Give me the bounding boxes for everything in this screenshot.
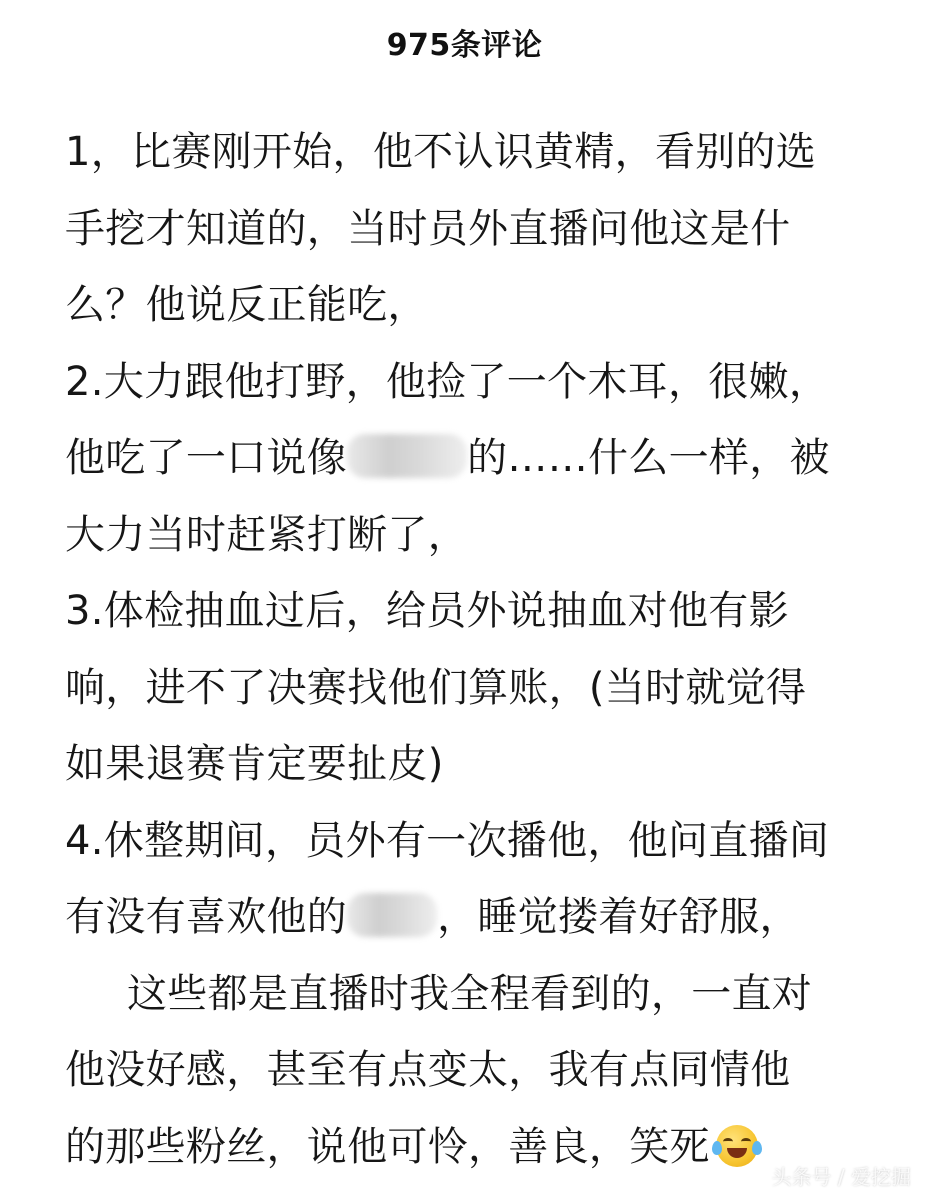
page-title: 975条评论: [386, 28, 543, 63]
comment-line: 如果退赛肯定要扯皮): [65, 741, 444, 787]
redaction-blur: [347, 434, 467, 478]
comment-line-redacted: [65, 420, 915, 497]
comment-line: 3.体检抽血过后，给员外说抽血对他有影: [65, 588, 789, 634]
comment-line: 大力当时赶紧打断了，: [65, 511, 468, 558]
comment-line-segment: 他吃了一口说像: [65, 435, 348, 481]
comment-line: 4.休整期间，员外有一次播他，他问直播间: [65, 817, 830, 864]
comment-line: 响，进不了决赛找他们算账，(当时就觉得: [65, 664, 807, 711]
comment-line: 1，比赛刚开始，他不认识黄精，看别的选: [65, 129, 817, 175]
comment-line-segment: 的……什么一样，被: [467, 435, 830, 481]
laughing-crying-icon: [714, 1121, 760, 1167]
comment-line-indented: [65, 956, 915, 1033]
comment-body: [65, 114, 915, 1185]
comment-line: 么？他说反正能吃，: [65, 282, 428, 328]
watermark: 头条号 / 爱挖掘: [771, 1165, 911, 1189]
comment-line-segment: 这些都是直播时我全程看到的，一直对: [127, 970, 813, 1017]
redaction-blur: [347, 893, 437, 937]
comment-line: 他没好感，甚至有点变太，我有点同情他: [65, 1047, 791, 1093]
comment-line-segment: ，睡觉搂着好舒服，: [437, 894, 800, 940]
comment-line-segment: 有没有喜欢他的: [65, 894, 348, 940]
comment-line-segment: 的那些粉丝，说他可怜，善良，笑死: [65, 1123, 710, 1170]
comment-line: 手挖才知道的，当时员外直播问他这是什: [65, 205, 791, 252]
comment-line: 2.大力跟他打野，他捡了一个木耳，很嫩，: [65, 358, 830, 405]
comment-line-redacted: [65, 879, 915, 956]
